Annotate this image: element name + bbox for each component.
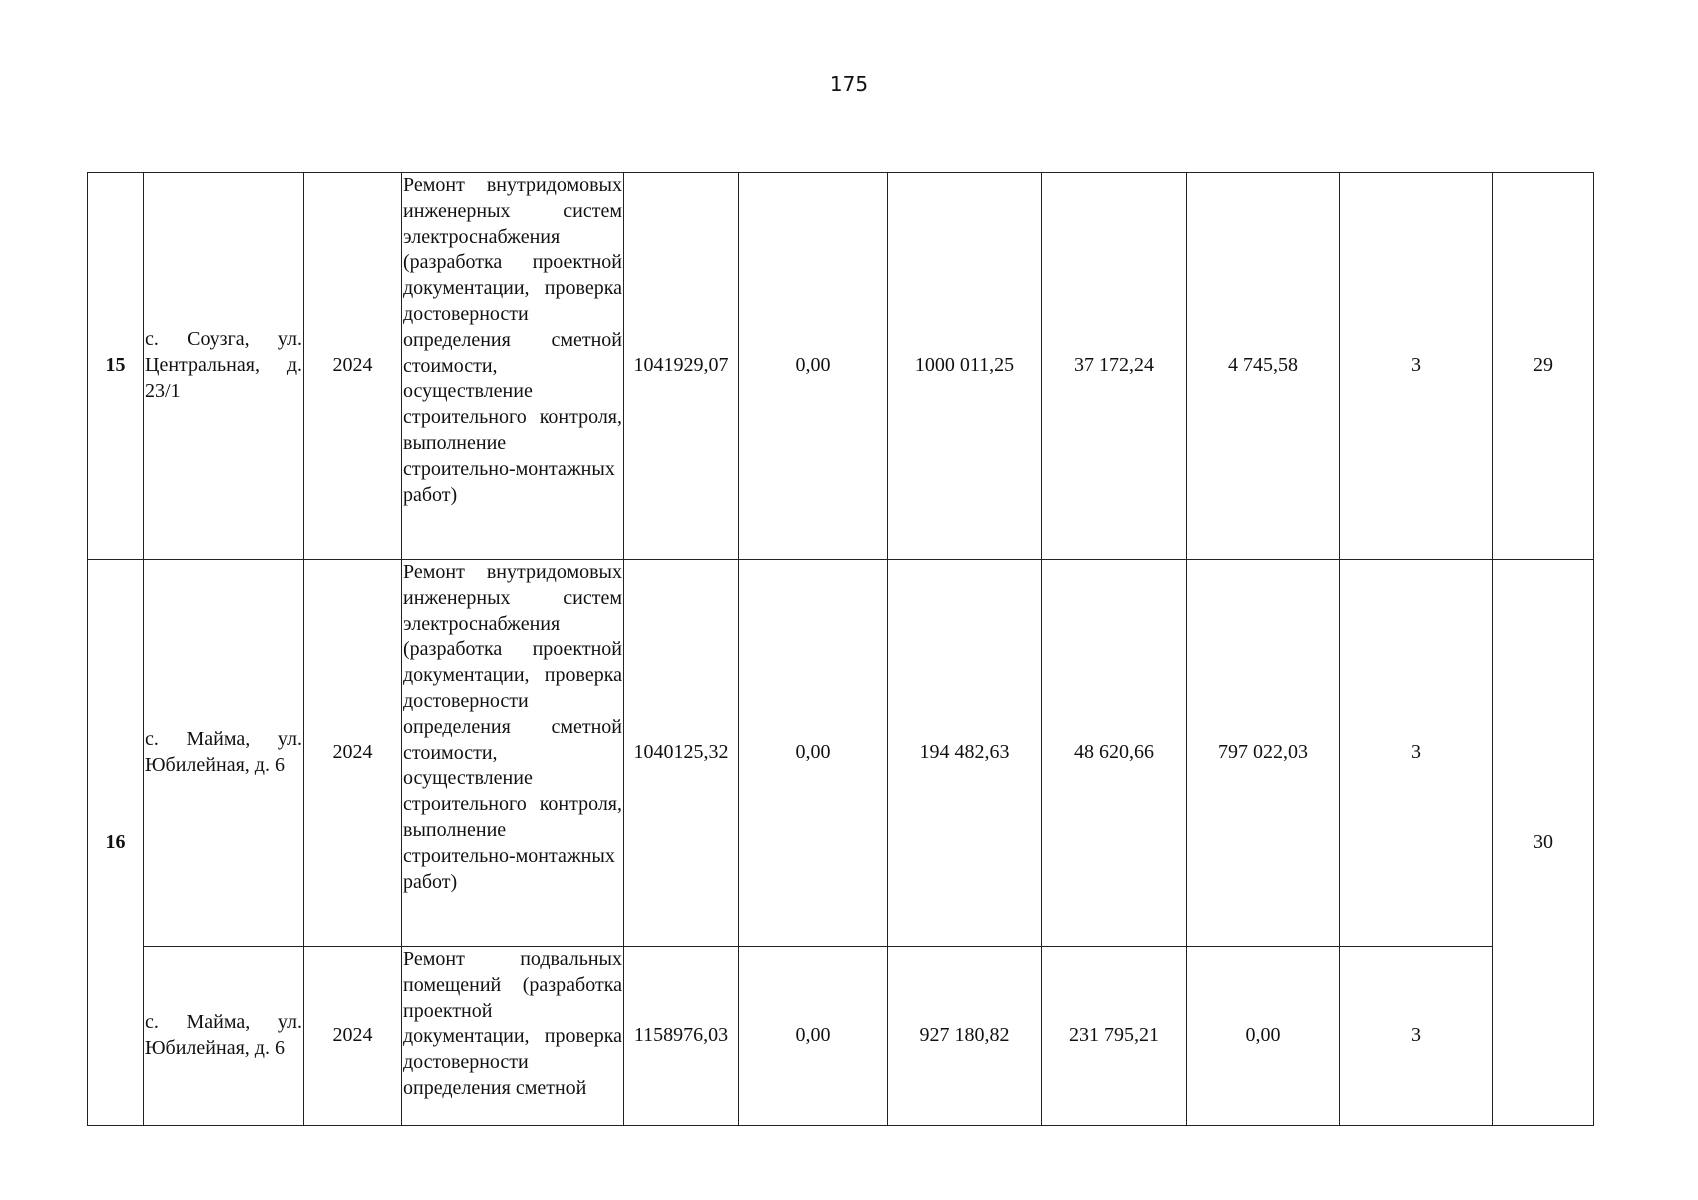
year-cell: 2024: [304, 947, 402, 1126]
value-cell-3: 37 172,24: [1042, 173, 1187, 560]
work-description-text: Ремонт внутридомовых инженерных систем электроснабжения (разработка проектной документации, проверка достоверности определения сметной стоимости, осуществление строительного контроля, выполнение строительно-монтажных работ): [403, 174, 622, 506]
reference-cell: 29: [1493, 173, 1594, 560]
value-cell-2: 927 180,82: [888, 947, 1042, 1126]
address-cell: с. Майма, ул. Юбилейная, д. 6: [144, 560, 304, 947]
page-number: 175: [829, 72, 869, 96]
work-description-cell: [402, 173, 624, 560]
value-cell-4: 4 745,58: [1187, 173, 1340, 560]
address-cell: с. Майма, ул. Юбилейная, д. 6: [144, 947, 304, 1126]
value-cell-3: 48 620,66: [1042, 560, 1187, 947]
address-cell: с. Соузга, ул. Центральная, д. 23/1: [144, 173, 304, 560]
value-cell-3: 231 795,21: [1042, 947, 1187, 1126]
value-cell-2: 1000 011,25: [888, 173, 1042, 560]
value-cell-1: 0,00: [739, 173, 888, 560]
value-cell-5: 3: [1340, 947, 1493, 1126]
work-description-clip: [403, 947, 622, 1125]
value-cell-4: 0,00: [1187, 947, 1340, 1126]
year-cell: 2024: [304, 560, 402, 947]
work-description-text: Ремонт внутридомовых инженерных систем электроснабжения (разработка проектной документации, проверка достоверности определения сметной стоимости, осуществление строительного контроля, выполнение строительно-монтажных работ): [403, 561, 622, 893]
work-description-cell: [402, 947, 624, 1126]
total-cost-cell: 1041929,07: [624, 173, 739, 560]
work-description-cell: [402, 560, 624, 947]
works-table: [87, 172, 1594, 1126]
table-row: [88, 560, 1594, 947]
table-row: [88, 173, 1594, 560]
work-description-text: Ремонт подвальных помещений (разработка проектной документации, проверка достоверности определения сметной: [403, 948, 622, 1099]
total-cost-cell: 1158976,03: [624, 947, 739, 1126]
total-cost-cell: 1040125,32: [624, 560, 739, 947]
table-row: [88, 947, 1594, 1126]
year-cell: 2024: [304, 173, 402, 560]
value-cell-1: 0,00: [739, 560, 888, 947]
row-number: 15: [88, 173, 144, 560]
reference-cell: 30: [1493, 560, 1594, 1126]
value-cell-1: 0,00: [739, 947, 888, 1126]
value-cell-5: 3: [1340, 173, 1493, 560]
row-number: 16: [88, 560, 144, 1126]
value-cell-5: 3: [1340, 560, 1493, 947]
value-cell-4: 797 022,03: [1187, 560, 1340, 947]
value-cell-2: 194 482,63: [888, 560, 1042, 947]
